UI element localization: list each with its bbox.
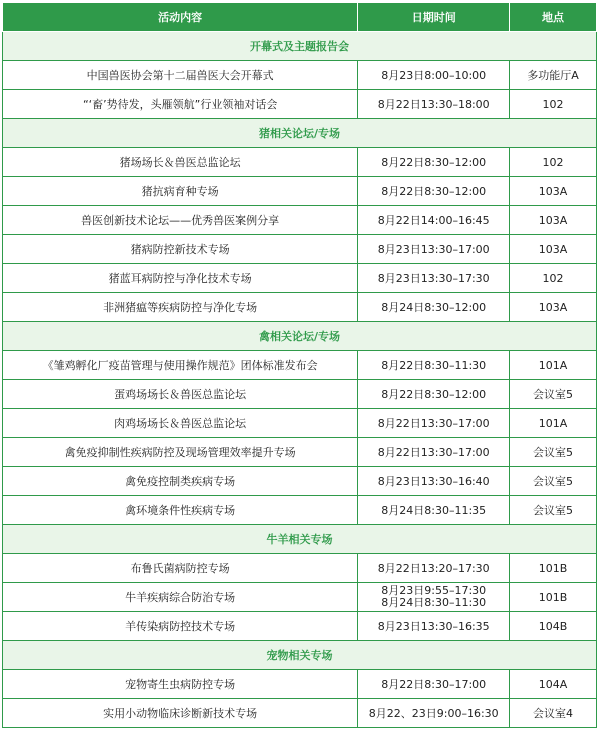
location-cell: 会议室5 <box>510 438 597 467</box>
location-cell: 101B <box>510 554 597 583</box>
datetime-cell <box>358 699 510 728</box>
datetime-line: 8月23日8:00–10:00 <box>381 69 487 82</box>
table-row <box>3 554 597 583</box>
datetime-line: 8月22日13:30–17:00 <box>377 446 490 459</box>
datetime-line: 8月22、23日9:00–16:30 <box>368 707 499 720</box>
activity-cell: 猪病防控新技术专场 <box>3 235 358 264</box>
activity-cell: 肉鸡场场长＆兽医总监论坛 <box>3 409 358 438</box>
datetime-line: 8月22日14:00–16:45 <box>377 214 490 227</box>
datetime-line: 8月22日13:30–17:00 <box>377 417 490 430</box>
datetime-line: 8月22日8:30–11:30 <box>381 359 487 372</box>
header-datetime: 日期时间 <box>358 3 510 32</box>
location-cell: 102 <box>510 148 597 177</box>
datetime-cell <box>358 293 510 322</box>
section-header-row <box>3 32 597 61</box>
section-header-row <box>3 641 597 670</box>
table-row <box>3 264 597 293</box>
table-row <box>3 351 597 380</box>
section-title: 开幕式及主题报告会 <box>3 32 597 61</box>
datetime-line: 8月22日8:30–12:00 <box>381 156 487 169</box>
table-row <box>3 699 597 728</box>
location-cell: 101A <box>510 409 597 438</box>
datetime-line: 8月22日13:20–17:30 <box>377 562 490 575</box>
table-row <box>3 612 597 641</box>
datetime-cell <box>358 235 510 264</box>
location-cell: 会议室4 <box>510 699 597 728</box>
location-cell: 会议室5 <box>510 467 597 496</box>
datetime-cell <box>358 467 510 496</box>
location-cell: 102 <box>510 264 597 293</box>
datetime-line: 8月22日8:30–12:00 <box>381 185 487 198</box>
datetime-line: 8月22日8:30–12:00 <box>381 388 487 401</box>
location-cell: 101B <box>510 583 597 612</box>
table-header-row <box>3 3 597 32</box>
table-row <box>3 61 597 90</box>
datetime-cell <box>358 148 510 177</box>
activity-cell: 非洲猪瘟等疾病防控与净化专场 <box>3 293 358 322</box>
section-title: 宠物相关专场 <box>3 641 597 670</box>
datetime-line: 8月23日13:30–17:00 <box>377 243 490 256</box>
datetime-cell <box>358 438 510 467</box>
location-cell: 102 <box>510 90 597 119</box>
activity-cell: 禽免疫控制类疾病专场 <box>3 467 358 496</box>
datetime-cell <box>358 670 510 699</box>
table-row <box>3 293 597 322</box>
table-row <box>3 583 597 612</box>
datetime-cell <box>358 583 510 612</box>
datetime-cell <box>358 496 510 525</box>
location-cell: 104B <box>510 612 597 641</box>
section-header-row <box>3 322 597 351</box>
location-cell: 多功能厅A <box>510 61 597 90</box>
datetime-cell <box>358 351 510 380</box>
datetime-line: 8月24日8:30–11:30 <box>381 596 487 609</box>
activity-cell: 猪抗病育种专场 <box>3 177 358 206</box>
section-title: 猪相关论坛/专场 <box>3 119 597 148</box>
activity-cell: “‘畜’势待发，头雁领航”行业领袖对话会 <box>3 90 358 119</box>
table-row <box>3 177 597 206</box>
table-row <box>3 206 597 235</box>
location-cell: 103A <box>510 206 597 235</box>
datetime-line: 8月23日9:55–17:30 <box>381 584 487 597</box>
activity-cell: 猪场场长＆兽医总监论坛 <box>3 148 358 177</box>
section-title: 牛羊相关专场 <box>3 525 597 554</box>
activity-cell: 宠物寄生虫病防控专场 <box>3 670 358 699</box>
table-row <box>3 467 597 496</box>
activity-cell: 中国兽医协会第十二届兽医大会开幕式 <box>3 61 358 90</box>
location-cell: 101A <box>510 351 597 380</box>
table-row <box>3 409 597 438</box>
activity-cell: 兽医创新技术论坛——优秀兽医案例分享 <box>3 206 358 235</box>
activity-cell: 牛羊疾病综合防治专场 <box>3 583 358 612</box>
table-row <box>3 670 597 699</box>
datetime-cell <box>358 612 510 641</box>
header-activity: 活动内容 <box>3 3 358 32</box>
section-title: 禽相关论坛/专场 <box>3 322 597 351</box>
activity-cell: 实用小动物临床诊断新技术专场 <box>3 699 358 728</box>
activity-cell: 蛋鸡场场长＆兽医总监论坛 <box>3 380 358 409</box>
activity-cell: 《雏鸡孵化厂疫苗管理与使用操作规范》团体标准发布会 <box>3 351 358 380</box>
table-row <box>3 496 597 525</box>
activity-cell: 羊传染病防控技术专场 <box>3 612 358 641</box>
section-header-row <box>3 119 597 148</box>
datetime-cell <box>358 90 510 119</box>
table-row <box>3 380 597 409</box>
datetime-cell <box>358 409 510 438</box>
location-cell: 会议室5 <box>510 496 597 525</box>
datetime-line: 8月23日13:30–17:30 <box>377 272 490 285</box>
location-cell: 会议室5 <box>510 380 597 409</box>
datetime-cell <box>358 61 510 90</box>
table-row <box>3 438 597 467</box>
location-cell: 103A <box>510 177 597 206</box>
datetime-line: 8月23日13:30–16:40 <box>377 475 490 488</box>
datetime-cell <box>358 206 510 235</box>
location-cell: 103A <box>510 293 597 322</box>
table-row <box>3 148 597 177</box>
datetime-cell <box>358 264 510 293</box>
datetime-cell <box>358 554 510 583</box>
activity-cell: 布鲁氏菌病防控专场 <box>3 554 358 583</box>
activity-cell: 禽免疫抑制性疾病防控及现场管理效率提升专场 <box>3 438 358 467</box>
datetime-line: 8月23日13:30–16:35 <box>377 620 490 633</box>
location-cell: 103A <box>510 235 597 264</box>
datetime-cell <box>358 177 510 206</box>
section-header-row <box>3 525 597 554</box>
schedule-body <box>3 3 597 728</box>
activity-cell: 猪蓝耳病防控与净化技术专场 <box>3 264 358 293</box>
table-row <box>3 235 597 264</box>
location-cell: 104A <box>510 670 597 699</box>
datetime-cell <box>358 380 510 409</box>
datetime-line: 8月22日13:30–18:00 <box>377 98 490 111</box>
schedule-table <box>2 2 597 728</box>
datetime-line: 8月24日8:30–12:00 <box>381 301 487 314</box>
datetime-line: 8月24日8:30–11:35 <box>381 504 487 517</box>
header-location: 地点 <box>510 3 597 32</box>
datetime-line: 8月22日8:30–17:00 <box>381 678 487 691</box>
activity-cell: 禽环境条件性疾病专场 <box>3 496 358 525</box>
table-row <box>3 90 597 119</box>
